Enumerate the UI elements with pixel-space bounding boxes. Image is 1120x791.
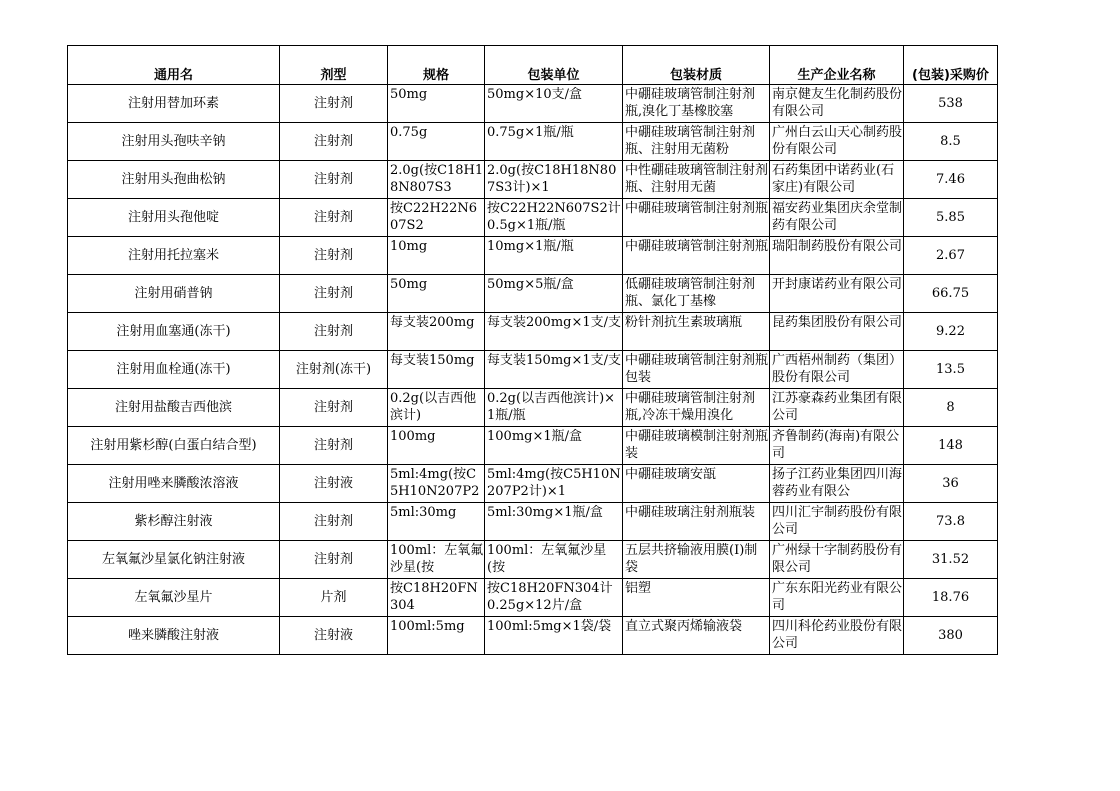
cell-generic-name-text: 左氧氟沙星氯化钠注射液: [101, 552, 245, 567]
cell-dosage-form: [280, 503, 388, 541]
cell-purchase-price-text: 8: [946, 400, 955, 415]
cell-dosage-form: [280, 275, 388, 313]
cell-dosage-form-text: 注射剂: [313, 248, 353, 263]
cell-manufacturer-text: 四川汇宇制药股份有限公司: [772, 505, 903, 537]
cell-manufacturer-text: 南京健友生化制药股份有限公司: [772, 87, 903, 119]
cell-generic-name-text: 注射用血栓通(冻干): [116, 362, 231, 377]
cell-package-material: [623, 123, 770, 161]
cell-package-unit: [485, 351, 623, 389]
cell-generic-name: [68, 503, 280, 541]
cell-package-unit: [485, 389, 623, 427]
cell-package-material: [623, 617, 770, 655]
cell-dosage-form: [280, 579, 388, 617]
cell-dosage-form-text: 注射液: [313, 476, 353, 491]
cell-manufacturer-text: 广州白云山天心制药股份有限公司: [772, 125, 903, 157]
cell-manufacturer-text: 江苏豪森药业集团有限公司: [772, 391, 903, 423]
cell-package-material: [623, 351, 770, 389]
header-purchase-price: (包装)采购价: [904, 46, 998, 85]
cell-manufacturer: [770, 123, 904, 161]
cell-purchase-price: [904, 161, 998, 199]
cell-manufacturer: [770, 389, 904, 427]
cell-package-unit-text: 每支装150mg×1支/支: [487, 353, 622, 368]
cell-purchase-price: [904, 237, 998, 275]
table-row: [68, 579, 998, 617]
cell-generic-name: [68, 427, 280, 465]
header-package-material: 包装材质: [623, 46, 770, 85]
cell-purchase-price-text: 73.8: [936, 514, 965, 529]
cell-package-unit: [485, 541, 623, 579]
cell-specification: [388, 541, 485, 579]
table-row: [68, 427, 998, 465]
cell-purchase-price: [904, 351, 998, 389]
cell-generic-name: [68, 313, 280, 351]
cell-package-material: [623, 85, 770, 123]
table-body: [68, 85, 998, 655]
cell-purchase-price-text: 2.67: [936, 248, 965, 263]
cell-package-unit: [485, 237, 623, 275]
header-generic-name: 通用名: [68, 46, 280, 85]
cell-manufacturer-text: 四川科伦药业股份有限公司: [772, 619, 903, 651]
cell-specification-text: 10mg: [390, 239, 428, 254]
cell-manufacturer: [770, 427, 904, 465]
cell-generic-name: [68, 199, 280, 237]
table-row: [68, 465, 998, 503]
cell-manufacturer-text: 扬子江药业集团四川海蓉药业有限公: [772, 467, 903, 499]
cell-purchase-price-text: 538: [938, 96, 963, 111]
cell-package-material-text: 五层共挤输液用膜(I)制袋: [625, 543, 758, 575]
cell-specification-text: 100ml:5mg: [390, 619, 465, 634]
cell-generic-name-text: 唑来膦酸注射液: [127, 628, 219, 643]
cell-package-material: [623, 465, 770, 503]
cell-package-unit-text: 50mg×10支/盒: [487, 87, 583, 102]
cell-purchase-price: [904, 503, 998, 541]
cell-generic-name-text: 左氧氟沙星片: [134, 590, 213, 605]
table-row: [68, 275, 998, 313]
cell-purchase-price-text: 13.5: [936, 362, 965, 377]
cell-package-unit-text: 10mg×1瓶/瓶: [487, 239, 574, 254]
cell-purchase-price-text: 31.52: [931, 552, 970, 567]
cell-dosage-form: [280, 85, 388, 123]
cell-purchase-price: [904, 389, 998, 427]
cell-manufacturer-text: 福安药业集团庆余堂制药有限公司: [772, 201, 903, 233]
header-dosage-form: 剂型: [280, 46, 388, 85]
cell-package-material-text: 粉针剂抗生素玻璃瓶: [625, 315, 743, 330]
cell-specification-text: 50mg: [390, 87, 428, 102]
cell-purchase-price: [904, 123, 998, 161]
cell-generic-name: [68, 579, 280, 617]
cell-generic-name-text: 注射用替加环素: [127, 96, 219, 111]
cell-specification: [388, 275, 485, 313]
table-row: [68, 389, 998, 427]
cell-package-unit: [485, 85, 623, 123]
table-row: [68, 541, 998, 579]
cell-manufacturer: [770, 541, 904, 579]
cell-package-material-text: 中硼硅玻璃安瓿: [625, 467, 717, 482]
cell-dosage-form: [280, 351, 388, 389]
cell-generic-name: [68, 237, 280, 275]
cell-manufacturer: [770, 313, 904, 351]
cell-manufacturer-text: 广西梧州制药（集团）股份有限公司: [772, 353, 903, 385]
cell-package-unit-text: 按C18H20FN304计0.25g×12片/盒: [487, 581, 613, 613]
cell-package-material-text: 中硼硅玻璃模制注射剂瓶装: [625, 429, 769, 461]
cell-generic-name: [68, 389, 280, 427]
cell-dosage-form-text: 注射剂: [313, 400, 353, 415]
cell-dosage-form: [280, 427, 388, 465]
cell-dosage-form-text: 注射剂: [313, 286, 353, 301]
cell-package-material-text: 中硼硅玻璃管制注射剂瓶: [625, 239, 769, 254]
cell-package-unit-text: 100mg×1瓶/盒: [487, 429, 583, 444]
table-row: [68, 313, 998, 351]
cell-dosage-form-text: 注射剂: [313, 172, 353, 187]
cell-package-unit-text: 每支装200mg×1支/支: [487, 315, 622, 330]
cell-manufacturer: [770, 503, 904, 541]
cell-specification-text: 按C22H22N607S2: [390, 201, 478, 233]
cell-manufacturer: [770, 161, 904, 199]
cell-package-unit: [485, 123, 623, 161]
cell-purchase-price: [904, 465, 998, 503]
cell-manufacturer: [770, 237, 904, 275]
cell-generic-name: [68, 123, 280, 161]
cell-dosage-form-text: 注射剂(冻干): [295, 362, 372, 377]
table-row: [68, 161, 998, 199]
cell-manufacturer-text: 昆药集团股份有限公司: [772, 315, 903, 330]
cell-purchase-price: [904, 199, 998, 237]
cell-specification: [388, 237, 485, 275]
cell-purchase-price-text: 18.76: [931, 590, 970, 605]
cell-package-material-text: 中硼硅玻璃管制注射剂瓶包装: [625, 353, 769, 385]
cell-manufacturer: [770, 351, 904, 389]
cell-manufacturer: [770, 199, 904, 237]
cell-package-material-text: 中硼硅玻璃管制注射剂瓶、注射用无菌粉: [625, 125, 756, 157]
cell-manufacturer: [770, 85, 904, 123]
cell-generic-name: [68, 617, 280, 655]
cell-purchase-price-text: 66.75: [931, 286, 970, 301]
cell-generic-name: [68, 351, 280, 389]
cell-package-unit-text: 5ml:4mg(按C5H10N207P2计)×1: [487, 467, 621, 499]
cell-generic-name: [68, 465, 280, 503]
cell-specification-text: 每支装200mg: [390, 315, 475, 330]
cell-purchase-price: [904, 427, 998, 465]
cell-purchase-price-text: 148: [938, 438, 963, 453]
cell-package-material: [623, 237, 770, 275]
cell-generic-name: [68, 85, 280, 123]
cell-specification: [388, 199, 485, 237]
cell-manufacturer-text: 石药集团中诺药业(石家庄)有限公司: [772, 163, 895, 195]
cell-dosage-form-text: 注射剂: [313, 324, 353, 339]
cell-package-material-text: 中硼硅玻璃管制注射剂瓶,溴化丁基橡胶塞: [625, 87, 756, 119]
cell-package-material-text: 中性硼硅玻璃管制注射剂瓶、注射用无菌: [625, 163, 769, 195]
cell-dosage-form: [280, 199, 388, 237]
cell-dosage-form: [280, 465, 388, 503]
cell-generic-name-text: 注射用硝普钠: [134, 286, 213, 301]
cell-purchase-price-text: 5.85: [936, 210, 965, 225]
cell-package-material-text: 直立式聚丙烯输液袋: [625, 619, 743, 634]
cell-specification-text: 100ml：左氧氟沙星(按: [390, 543, 484, 575]
cell-specification: [388, 351, 485, 389]
table-row: [68, 351, 998, 389]
cell-dosage-form-text: 片剂: [320, 590, 347, 605]
cell-generic-name-text: 注射用紫杉醇(白蛋白结合型): [90, 438, 257, 453]
cell-dosage-form: [280, 161, 388, 199]
cell-dosage-form-text: 注射剂: [313, 134, 353, 149]
cell-dosage-form: [280, 313, 388, 351]
cell-dosage-form-text: 注射液: [313, 628, 353, 643]
cell-specification-text: 5ml:30mg: [390, 505, 457, 520]
cell-package-unit-text: 50mg×5瓶/盒: [487, 277, 574, 292]
header-manufacturer: 生产企业名称: [770, 46, 904, 85]
cell-dosage-form: [280, 123, 388, 161]
cell-package-material: [623, 389, 770, 427]
cell-package-unit: [485, 503, 623, 541]
cell-generic-name: [68, 275, 280, 313]
cell-package-material-text: 铝塑: [625, 581, 652, 596]
cell-manufacturer: [770, 579, 904, 617]
cell-package-material-text: 中硼硅玻璃管制注射剂瓶,冷冻干燥用溴化: [625, 391, 756, 423]
cell-manufacturer: [770, 275, 904, 313]
cell-specification-text: 100mg: [390, 429, 436, 444]
table-row: [68, 85, 998, 123]
cell-specification-text: 0.2g(以吉西他滨计): [390, 391, 477, 423]
cell-generic-name: [68, 161, 280, 199]
cell-purchase-price-text: 9.22: [936, 324, 965, 339]
cell-specification-text: 5ml:4mg(按C5H10N207P2: [390, 467, 480, 499]
cell-package-material-text: 中硼硅玻璃注射剂瓶装: [625, 505, 756, 520]
cell-specification: [388, 427, 485, 465]
cell-specification: [388, 465, 485, 503]
table-row: [68, 617, 998, 655]
cell-manufacturer-text: 开封康诺药业有限公司: [772, 277, 903, 292]
header-package-unit: 包装单位: [485, 46, 623, 85]
cell-generic-name-text: 紫杉醇注射液: [134, 514, 213, 529]
cell-package-material: [623, 541, 770, 579]
cell-package-unit: [485, 465, 623, 503]
cell-specification: [388, 313, 485, 351]
cell-package-material: [623, 275, 770, 313]
cell-purchase-price-text: 36: [942, 476, 959, 491]
cell-purchase-price: [904, 617, 998, 655]
cell-purchase-price-text: 7.46: [936, 172, 965, 187]
table-row: [68, 123, 998, 161]
cell-package-material: [623, 313, 770, 351]
cell-generic-name-text: 注射用血塞通(冻干): [116, 324, 231, 339]
cell-package-material: [623, 503, 770, 541]
table-row: [68, 199, 998, 237]
cell-specification: [388, 389, 485, 427]
cell-specification-text: 每支装150mg: [390, 353, 475, 368]
cell-package-unit-text: 100ml:5mg×1袋/袋: [487, 619, 612, 634]
cell-package-material: [623, 199, 770, 237]
cell-purchase-price: [904, 579, 998, 617]
cell-package-material-text: 低硼硅玻璃管制注射剂瓶、氯化丁基橡: [625, 277, 756, 309]
cell-specification: [388, 85, 485, 123]
cell-specification-text: 50mg: [390, 277, 428, 292]
cell-manufacturer: [770, 465, 904, 503]
cell-package-unit-text: 0.75g×1瓶/瓶: [487, 125, 574, 140]
cell-manufacturer-text: 瑞阳制药股份有限公司: [772, 239, 903, 254]
cell-package-material: [623, 579, 770, 617]
cell-generic-name-text: 注射用盐酸吉西他滨: [114, 400, 232, 415]
header-row: [68, 46, 998, 85]
cell-purchase-price: [904, 275, 998, 313]
drug-price-table: [67, 45, 998, 655]
cell-package-unit: [485, 579, 623, 617]
table-row: [68, 237, 998, 275]
cell-purchase-price: [904, 313, 998, 351]
cell-generic-name-text: 注射用头孢呋辛钠: [121, 134, 226, 149]
cell-specification: [388, 617, 485, 655]
cell-package-unit: [485, 313, 623, 351]
cell-specification: [388, 123, 485, 161]
cell-package-material: [623, 427, 770, 465]
cell-purchase-price-text: 380: [938, 628, 963, 643]
cell-dosage-form: [280, 541, 388, 579]
cell-specification: [388, 503, 485, 541]
cell-package-material-text: 中硼硅玻璃管制注射剂瓶: [625, 201, 769, 216]
cell-dosage-form-text: 注射剂: [313, 210, 353, 225]
cell-package-unit-text: 2.0g(按C18H18N807S3计)×1: [487, 163, 617, 195]
cell-generic-name-text: 注射用头孢曲松钠: [121, 172, 226, 187]
cell-specification-text: 2.0g(按C18H18N807S3: [390, 163, 484, 195]
cell-package-unit-text: 100ml：左氧氟沙星(按: [487, 543, 607, 575]
cell-specification-text: 0.75g: [390, 125, 428, 140]
cell-purchase-price: [904, 541, 998, 579]
cell-package-unit-text: 0.2g(以吉西他滨计)×1瓶/瓶: [487, 391, 616, 423]
cell-specification-text: 按C18H20FN304: [390, 581, 478, 613]
cell-purchase-price-text: 8.5: [940, 134, 961, 149]
procurement-sheet: [67, 45, 997, 655]
cell-manufacturer-text: 广东东阳光药业有限公司: [772, 581, 903, 613]
header-specification: 规格: [388, 46, 485, 85]
cell-purchase-price: [904, 85, 998, 123]
cell-dosage-form-text: 注射剂: [313, 438, 353, 453]
cell-generic-name-text: 注射用头孢他啶: [127, 210, 219, 225]
cell-dosage-form-text: 注射剂: [313, 96, 353, 111]
cell-manufacturer-text: 广州绿十字制药股份有限公司: [772, 543, 903, 575]
cell-package-material: [623, 161, 770, 199]
table-row: [68, 503, 998, 541]
cell-dosage-form: [280, 389, 388, 427]
cell-manufacturer: [770, 617, 904, 655]
cell-package-unit: [485, 199, 623, 237]
cell-package-unit-text: 按C22H22N607S2计0.5g×1瓶/瓶: [487, 201, 621, 233]
cell-dosage-form-text: 注射剂: [313, 514, 353, 529]
cell-dosage-form: [280, 237, 388, 275]
cell-dosage-form: [280, 617, 388, 655]
cell-dosage-form-text: 注射剂: [313, 552, 353, 567]
cell-manufacturer-text: 齐鲁制药(海南)有限公司: [772, 429, 900, 461]
cell-generic-name: [68, 541, 280, 579]
cell-generic-name-text: 注射用托拉塞米: [127, 248, 219, 263]
cell-package-unit-text: 5ml:30mg×1瓶/盒: [487, 505, 603, 520]
cell-package-unit: [485, 617, 623, 655]
cell-specification: [388, 161, 485, 199]
cell-package-unit: [485, 161, 623, 199]
cell-package-unit: [485, 427, 623, 465]
cell-generic-name-text: 注射用唑来膦酸浓溶液: [108, 476, 239, 491]
cell-specification: [388, 579, 485, 617]
cell-package-unit: [485, 275, 623, 313]
